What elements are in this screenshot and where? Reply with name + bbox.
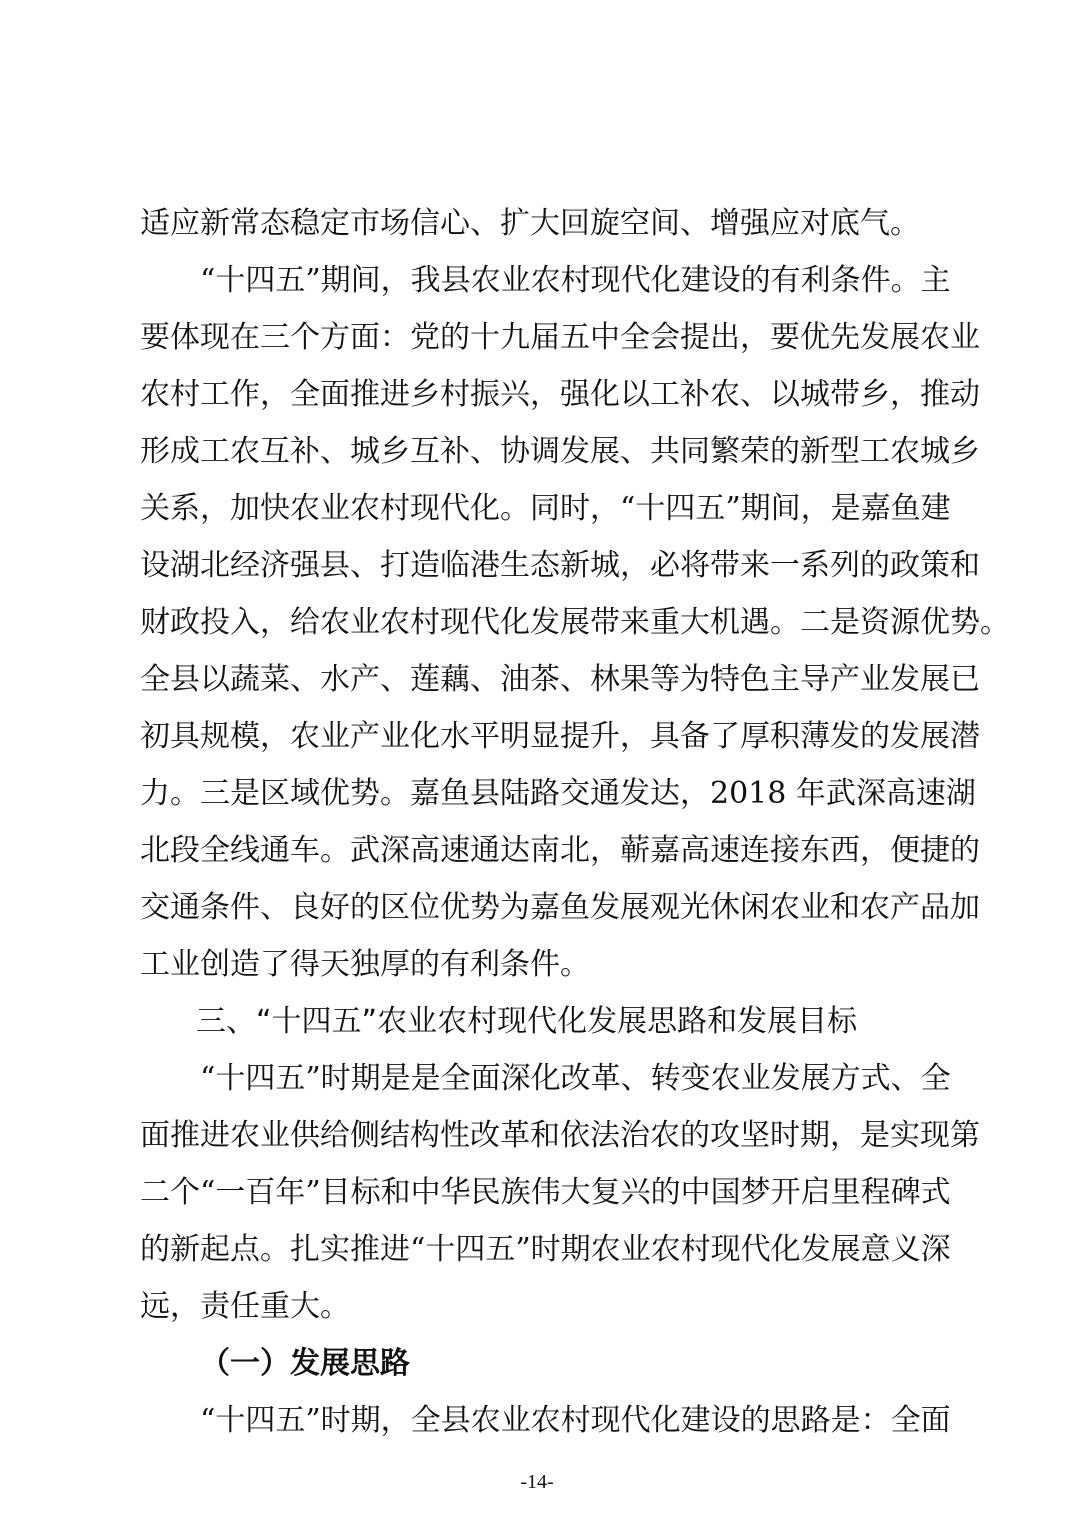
body-text-line: 力。三是区域优势。嘉鱼县陆路交通发达，2018 年武深高速湖 [140, 776, 976, 811]
body-text-line: 面推进农业供给侧结构性改革和依法治农的攻坚时期，是实现第 [140, 1118, 980, 1153]
body-text-line: 初具规模，农业产业化水平明显提升，具备了厚积薄发的发展潜 [140, 719, 980, 754]
body-text-line: “十四五”期间，我县农业农村现代化建设的有利条件。主 [200, 263, 951, 298]
body-text-line: “十四五”时期是是全面深化改革、转变农业发展方式、全 [200, 1061, 951, 1096]
body-text-line: 远，责任重大。 [140, 1289, 350, 1324]
body-text-line: 农村工作，全面推进乡村振兴，强化以工补农、以城带乡，推动 [140, 377, 980, 412]
page-number: -14- [520, 1471, 554, 1493]
body-text-line: 形成工农互补、城乡互补、协调发展、共同繁荣的新型工农城乡 [140, 434, 980, 469]
body-text-line: 工业创造了得天独厚的有利条件。 [140, 947, 590, 982]
body-text-line: 的新起点。扎实推进“十四五”时期农业农村现代化发展意义深 [140, 1232, 951, 1267]
body-text-line: 全县以蔬菜、水产、莲藕、油茶、林果等为特色主导产业发展已 [140, 662, 980, 697]
body-text-line: “十四五”时期，全县农业农村现代化建设的思路是：全面 [200, 1403, 951, 1438]
body-text-line: 二个“一百年”目标和中华民族伟大复兴的中国梦开启里程碑式 [140, 1175, 951, 1210]
body-text-line: 交通条件、良好的区位优势为嘉鱼发展观光休闲农业和农产品加 [140, 890, 980, 925]
body-text-line: 适应新常态稳定市场信心、扩大回旋空间、增强应对底气。 [140, 206, 920, 241]
body-text-line: 北段全线通车。武深高速通达南北，蕲嘉高速连接东西，便捷的 [140, 833, 980, 868]
section-heading: 三、“十四五”农业农村现代化发展思路和发展目标 [196, 1004, 858, 1039]
subsection-heading: （一）发展思路 [200, 1346, 410, 1381]
body-text-line: 设湖北经济强县、打造临港生态新城，必将带来一系列的政策和 [140, 548, 980, 583]
body-text-line: 关系，加快农业农村现代化。同时，“十四五”期间，是嘉鱼建 [140, 491, 951, 526]
body-text-line: 要体现在三个方面：党的十九届五中全会提出，要优先发展农业 [140, 320, 980, 355]
body-text-line: 财政投入，给农业农村现代化发展带来重大机遇。二是资源优势。 [140, 605, 1010, 640]
